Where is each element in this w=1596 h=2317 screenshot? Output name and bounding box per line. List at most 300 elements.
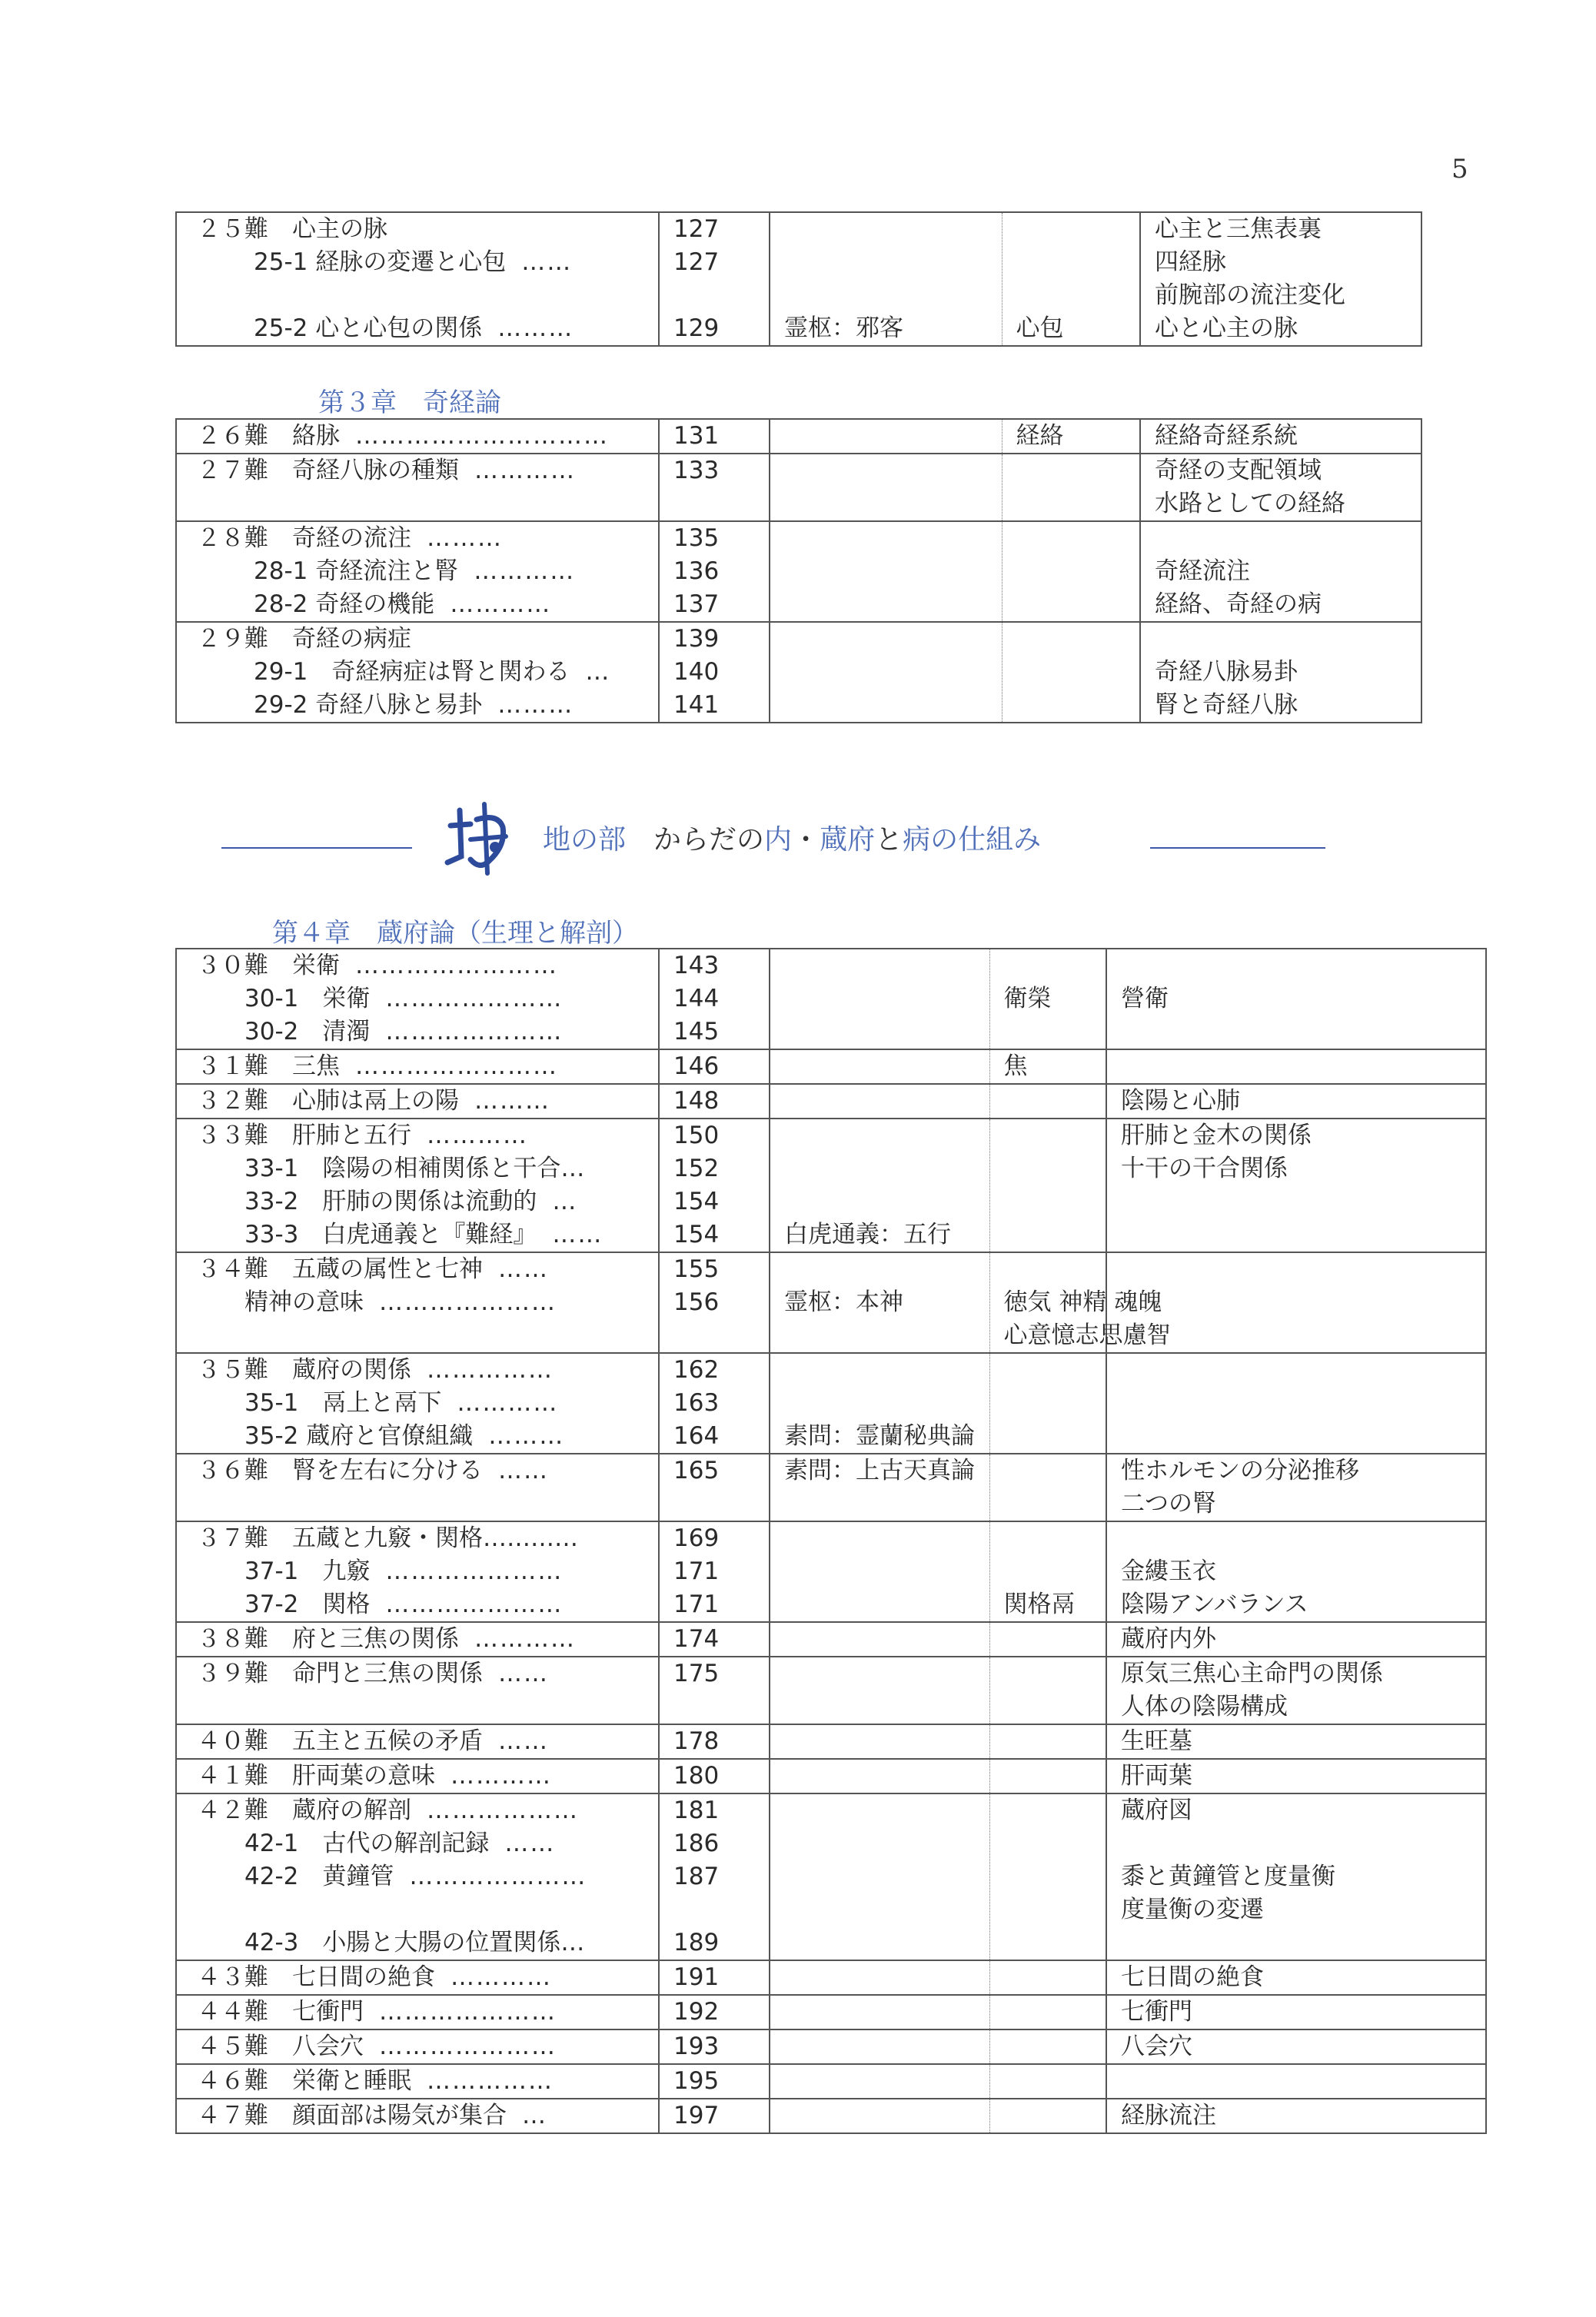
source-text bbox=[770, 1555, 989, 1588]
keyword-text bbox=[990, 1996, 1106, 2029]
entry-title-cell bbox=[176, 1119, 659, 1252]
topic-text: 陰陽と心肺 bbox=[1121, 1087, 1240, 1115]
entry-page-number: 144 bbox=[673, 985, 720, 1012]
entry-page-cell bbox=[659, 1521, 770, 1622]
entry-title-cell bbox=[176, 1049, 659, 1084]
entry-title-text: ３９難 命門と三焦の関係 bbox=[197, 1660, 483, 1687]
source-text bbox=[770, 689, 1002, 722]
entry-title bbox=[177, 279, 658, 312]
topic-cell bbox=[1106, 2064, 1486, 2099]
source-text bbox=[770, 1860, 989, 1893]
topic-text: 奇経の支配領域 bbox=[1155, 457, 1322, 484]
entry-title-text: ３１難 三焦 bbox=[197, 1052, 340, 1080]
leader-dots: ………… bbox=[474, 1625, 576, 1653]
entry-page-number: 152 bbox=[673, 1155, 720, 1182]
keyword-text: 心意憶志思慮智 bbox=[1003, 1321, 1171, 1349]
toc-table-chapter3 bbox=[175, 418, 1422, 723]
keyword-text: 衛榮 bbox=[1003, 985, 1052, 1012]
banner-text-f: 病の仕組み bbox=[903, 824, 1042, 856]
toc-row bbox=[176, 1353, 1486, 1454]
keyword-text bbox=[990, 1454, 1106, 1488]
banner-text-e: と bbox=[875, 824, 903, 856]
entry-title-text: ２７難 奇経八脉の種類 bbox=[197, 457, 459, 484]
entry-title bbox=[177, 1623, 658, 1656]
topic-cell bbox=[1140, 212, 1421, 346]
entry-page-number: 133 bbox=[673, 457, 720, 484]
keyword-text bbox=[990, 1016, 1106, 1049]
topic-text bbox=[1107, 1253, 1485, 1286]
entry-page-number: 197 bbox=[673, 2102, 720, 2129]
keyword-text bbox=[1002, 279, 1140, 312]
banner-text-b: 内 bbox=[764, 824, 793, 856]
entry-title bbox=[177, 1961, 658, 1994]
leader-dots: ……… bbox=[474, 1087, 550, 1115]
entry-title bbox=[177, 623, 658, 656]
entry-title-text: ３７難 五蔵と九竅・関格………… bbox=[197, 1524, 578, 1552]
entry-page-cell bbox=[659, 2029, 770, 2064]
entry-page-cell bbox=[659, 419, 770, 454]
topic-cell bbox=[1140, 454, 1421, 521]
keyword-cell bbox=[989, 1622, 1106, 1657]
source-cell bbox=[770, 1252, 989, 1353]
entry-title bbox=[177, 1319, 658, 1352]
source-text bbox=[770, 1996, 989, 2029]
source-cell bbox=[770, 1049, 989, 1084]
source-cell bbox=[770, 1454, 989, 1521]
source-text bbox=[770, 454, 1002, 487]
leader-dots: ……………… bbox=[427, 1797, 579, 1824]
leader-dots: ………………… bbox=[379, 1288, 557, 1316]
entry-page-number bbox=[660, 279, 769, 312]
entry-title-text: ３２難 心肺は鬲上の陽 bbox=[197, 1087, 459, 1115]
topic-cell bbox=[1106, 1995, 1486, 2029]
leader-dots: ………………… bbox=[409, 1863, 587, 1890]
keyword-text bbox=[990, 1119, 1106, 1152]
entry-page-number: 136 bbox=[673, 557, 720, 585]
entry-title-text: ３０難 栄衛 bbox=[197, 952, 340, 979]
keyword-cell bbox=[989, 1759, 1106, 1793]
entry-title-text: 33-2 肝肺の関係は流動的 bbox=[244, 1188, 537, 1215]
topic-text: 八会穴 bbox=[1121, 2033, 1192, 2060]
toc-row bbox=[176, 454, 1421, 521]
entry-page-number bbox=[660, 1319, 769, 1352]
source-text: 白虎通義：五行 bbox=[784, 1221, 951, 1248]
keyword-text bbox=[990, 1354, 1106, 1387]
source-text bbox=[770, 1961, 989, 1994]
source-cell bbox=[770, 1521, 989, 1622]
source-cell bbox=[770, 1657, 989, 1724]
source-cell bbox=[770, 419, 1002, 454]
entry-page-number: 140 bbox=[673, 658, 720, 686]
chi-calligraphy-icon bbox=[440, 796, 514, 881]
entry-title bbox=[177, 1860, 658, 1893]
entry-title bbox=[177, 1085, 658, 1118]
entry-title bbox=[177, 1119, 658, 1152]
topic-text bbox=[1107, 1354, 1485, 1387]
entry-title-text: ２９難 奇経の病症 bbox=[197, 625, 411, 653]
leader-dots: …………………… bbox=[355, 952, 558, 979]
leader-dots: ………………… bbox=[385, 985, 564, 1012]
banner-rule-right bbox=[1150, 847, 1325, 849]
topic-text bbox=[1107, 2065, 1485, 2098]
entry-title-text: 42-2 黄鐘管 bbox=[244, 1863, 394, 1890]
entry-title bbox=[177, 1760, 658, 1793]
keyword-cell bbox=[989, 1793, 1106, 1960]
entry-title-cell bbox=[176, 1252, 659, 1353]
entry-title-cell bbox=[176, 1759, 659, 1793]
entry-title bbox=[177, 1454, 658, 1488]
entry-title bbox=[177, 2065, 658, 2098]
leader-dots: ………… bbox=[474, 557, 576, 585]
topic-cell bbox=[1106, 1521, 1486, 1622]
source-text bbox=[770, 1119, 989, 1152]
source-cell bbox=[770, 1724, 989, 1759]
source-text bbox=[770, 1794, 989, 1827]
topic-cell bbox=[1106, 949, 1486, 1049]
topic-text: 原気三焦心主命門の関係 bbox=[1121, 1660, 1383, 1687]
entry-title-text: 30-2 清濁 bbox=[244, 1018, 371, 1045]
toc-row bbox=[176, 949, 1486, 1049]
topic-text: 四経脉 bbox=[1155, 248, 1226, 276]
source-cell bbox=[770, 1995, 989, 2029]
topic-text bbox=[1107, 949, 1485, 982]
page-number: 5 bbox=[1451, 154, 1468, 184]
toc-row bbox=[176, 1793, 1486, 1960]
entry-title-cell bbox=[176, 454, 659, 521]
source-text bbox=[770, 1725, 989, 1758]
source-cell bbox=[770, 521, 1002, 622]
source-cell bbox=[770, 622, 1002, 723]
keyword-text bbox=[990, 1760, 1106, 1793]
entry-title bbox=[177, 2099, 658, 2133]
keyword-text bbox=[990, 1185, 1106, 1218]
topic-text: 水路としての経絡 bbox=[1155, 490, 1345, 517]
keyword-text bbox=[1002, 623, 1140, 656]
entry-title-cell bbox=[176, 2099, 659, 2133]
entry-title-text: 28-2 奇経の機能 bbox=[254, 590, 435, 618]
entry-title-cell bbox=[176, 1724, 659, 1759]
entry-title-cell bbox=[176, 1657, 659, 1724]
entry-title bbox=[177, 1725, 658, 1758]
entry-title bbox=[177, 689, 658, 722]
entry-title bbox=[177, 1690, 658, 1724]
entry-page-number: 135 bbox=[673, 524, 720, 552]
leader-dots: ………………… bbox=[385, 1591, 564, 1618]
entry-title bbox=[177, 1387, 658, 1420]
entry-title-text: ３３難 肝肺と五行 bbox=[197, 1122, 411, 1149]
entry-page-number: 148 bbox=[673, 1087, 720, 1115]
source-cell bbox=[770, 2064, 989, 2099]
entry-title bbox=[177, 1893, 658, 1926]
toc-row bbox=[176, 1119, 1486, 1252]
toc-row bbox=[176, 521, 1421, 622]
entry-page-number: 143 bbox=[673, 952, 720, 979]
source-text bbox=[770, 1588, 989, 1621]
topic-text bbox=[1107, 1016, 1485, 1049]
entry-page-number: 186 bbox=[673, 1830, 720, 1857]
entry-title-cell bbox=[176, 622, 659, 723]
entry-title bbox=[177, 522, 658, 555]
source-text bbox=[770, 246, 1002, 279]
topic-cell bbox=[1106, 1353, 1486, 1454]
entry-page-number: 155 bbox=[673, 1255, 720, 1283]
keyword-cell bbox=[1002, 521, 1140, 622]
entry-page-number: 187 bbox=[673, 1863, 720, 1890]
entry-title-text: 37-1 九竅 bbox=[244, 1557, 371, 1585]
keyword-text bbox=[1002, 522, 1140, 555]
leader-dots: …… bbox=[498, 1255, 549, 1283]
entry-page-cell bbox=[659, 454, 770, 521]
entry-page-number: 129 bbox=[673, 314, 720, 342]
topic-text: 營衛 bbox=[1121, 985, 1169, 1012]
keyword-text bbox=[990, 1961, 1106, 1994]
source-text bbox=[770, 982, 989, 1016]
entry-title bbox=[177, 1420, 658, 1453]
source-cell bbox=[770, 1960, 989, 1995]
entry-page-cell bbox=[659, 1084, 770, 1119]
topic-text bbox=[1141, 522, 1421, 555]
toc-row bbox=[176, 2064, 1486, 2099]
source-text bbox=[770, 1387, 989, 1420]
entry-page-cell bbox=[659, 1960, 770, 1995]
entry-page-cell bbox=[659, 1622, 770, 1657]
source-text bbox=[770, 1488, 989, 1521]
topic-text: 蔵府内外 bbox=[1121, 1625, 1216, 1653]
keyword-text bbox=[1002, 588, 1140, 621]
source-text bbox=[770, 2099, 989, 2133]
entry-page-cell bbox=[659, 1724, 770, 1759]
toc-row bbox=[176, 1049, 1486, 1084]
toc-row bbox=[176, 622, 1421, 723]
toc-row bbox=[176, 2029, 1486, 2064]
topic-cell bbox=[1106, 1793, 1486, 1960]
keyword-text bbox=[990, 1152, 1106, 1185]
keyword-text bbox=[990, 1488, 1106, 1521]
keyword-cell bbox=[989, 1119, 1106, 1252]
topic-cell bbox=[1140, 419, 1421, 454]
entry-page-number: 169 bbox=[673, 1524, 720, 1552]
entry-title bbox=[177, 246, 658, 279]
entry-title bbox=[177, 454, 658, 487]
entry-page-number: 150 bbox=[673, 1122, 720, 1149]
source-text bbox=[770, 555, 1002, 588]
entry-page-cell bbox=[659, 1995, 770, 2029]
keyword-text bbox=[990, 1387, 1106, 1420]
toc-row bbox=[176, 419, 1421, 454]
entry-title-text: 33-3 白虎通義と『難経』 bbox=[244, 1221, 537, 1248]
source-cell bbox=[770, 212, 1002, 346]
entry-title bbox=[177, 1185, 658, 1218]
entry-page-number bbox=[660, 1893, 769, 1926]
topic-cell bbox=[1106, 1724, 1486, 1759]
entry-title-cell bbox=[176, 1995, 659, 2029]
entry-title-text: 37-2 関格 bbox=[244, 1591, 371, 1618]
keyword-text: 焦 bbox=[1003, 1052, 1028, 1080]
entry-title bbox=[177, 1996, 658, 2029]
topic-cell bbox=[1106, 1960, 1486, 1995]
section-banner bbox=[0, 792, 1596, 884]
keyword-text bbox=[990, 1522, 1106, 1555]
entry-title-text: 33-1 陰陽の相補関係と干合… bbox=[244, 1155, 585, 1182]
entry-title bbox=[177, 982, 658, 1016]
entry-title bbox=[177, 1588, 658, 1621]
topic-cell bbox=[1106, 1657, 1486, 1724]
banner-rule-left bbox=[221, 847, 412, 849]
entry-title-text: ３６難 腎を左右に分ける bbox=[197, 1457, 483, 1484]
entry-title-text: 42-3 小腸と大腸の位置関係… bbox=[244, 1929, 585, 1956]
entry-page-number: 171 bbox=[673, 1591, 720, 1618]
keyword-cell bbox=[989, 1252, 1171, 1353]
keyword-text bbox=[990, 1085, 1106, 1118]
entry-title bbox=[177, 1522, 658, 1555]
keyword-text: 心包 bbox=[1016, 314, 1064, 342]
entry-page-number: 162 bbox=[673, 1356, 720, 1384]
entry-title-cell bbox=[176, 212, 659, 346]
banner-text-d: 蔵府 bbox=[820, 824, 876, 856]
keyword-cell bbox=[1002, 622, 1140, 723]
topic-text: 度量衡の変遷 bbox=[1121, 1896, 1264, 1923]
leader-dots: ………… bbox=[474, 457, 576, 484]
source-text bbox=[770, 588, 1002, 621]
entry-title-text: ４４難 七衝門 bbox=[197, 1998, 364, 2026]
keyword-cell bbox=[989, 1657, 1106, 1724]
topic-text: 奇経八脉易卦 bbox=[1155, 658, 1298, 686]
source-text bbox=[770, 1319, 989, 1352]
leader-dots: ……… bbox=[497, 691, 574, 719]
source-cell bbox=[770, 1084, 989, 1119]
toc-row bbox=[176, 2099, 1486, 2133]
topic-cell bbox=[1140, 521, 1421, 622]
source-cell bbox=[770, 2099, 989, 2133]
keyword-cell bbox=[989, 1084, 1106, 1119]
source-text: 霊枢：本神 bbox=[784, 1288, 903, 1316]
entry-title-cell bbox=[176, 521, 659, 622]
keyword-cell bbox=[989, 1724, 1106, 1759]
keyword-text bbox=[990, 2065, 1106, 2098]
keyword-text bbox=[1002, 454, 1140, 487]
source-cell bbox=[770, 1622, 989, 1657]
entry-title-text: 29-1 奇経病症は腎と関わる bbox=[254, 658, 570, 686]
source-text bbox=[770, 420, 1002, 453]
keyword-cell bbox=[989, 1049, 1106, 1084]
source-cell bbox=[770, 2029, 989, 2064]
topic-text bbox=[1107, 1387, 1485, 1420]
entry-title-text: 29-2 奇経八脉と易卦 bbox=[254, 691, 483, 719]
entry-title bbox=[177, 555, 658, 588]
toc-row bbox=[176, 1084, 1486, 1119]
entry-page-cell bbox=[659, 521, 770, 622]
keyword-cell bbox=[989, 1995, 1106, 2029]
source-text: 素問：上古天真論 bbox=[784, 1457, 975, 1484]
entry-title-cell bbox=[176, 1521, 659, 1622]
topic-text: 肝両葉 bbox=[1121, 1762, 1192, 1790]
topic-text: 性ホルモンの分泌推移 bbox=[1121, 1457, 1359, 1484]
entry-page-number bbox=[660, 1488, 769, 1521]
entry-title-cell bbox=[176, 2064, 659, 2099]
leader-dots: …… bbox=[521, 248, 573, 276]
keyword-text bbox=[990, 2099, 1106, 2133]
keyword-cell bbox=[989, 1521, 1106, 1622]
entry-title bbox=[177, 1218, 658, 1252]
banner-label bbox=[543, 818, 1041, 857]
entry-title-text: 35-1 鬲上と鬲下 bbox=[244, 1389, 442, 1417]
source-text bbox=[770, 1623, 989, 1656]
source-text bbox=[770, 487, 1002, 520]
entry-title bbox=[177, 1016, 658, 1049]
topic-cell bbox=[1106, 1049, 1486, 1084]
entry-title-cell bbox=[176, 1084, 659, 1119]
topic-text bbox=[1141, 623, 1421, 656]
entry-page-number: 181 bbox=[673, 1797, 720, 1824]
entry-page-cell bbox=[659, 1252, 770, 1353]
chapter3-title: 第３章 奇経論 bbox=[318, 387, 501, 418]
entry-title bbox=[177, 1253, 658, 1286]
entry-title-cell bbox=[176, 1960, 659, 1995]
source-text bbox=[770, 1690, 989, 1724]
entry-title bbox=[177, 1657, 658, 1690]
entry-title bbox=[177, 1286, 658, 1319]
topic-text bbox=[1107, 1827, 1485, 1860]
entry-page-number: 137 bbox=[673, 590, 720, 618]
leader-dots: ……… bbox=[427, 524, 503, 552]
topic-text: 腎と奇経八脉 bbox=[1155, 691, 1298, 719]
keyword-text: 徳気 神精 魂魄 bbox=[1003, 1288, 1162, 1316]
keyword-cell bbox=[989, 2099, 1106, 2133]
entry-title-cell bbox=[176, 2029, 659, 2064]
leader-dots: …… bbox=[504, 1830, 556, 1857]
keyword-text bbox=[990, 1253, 1106, 1286]
leader-dots: ………………… bbox=[385, 1557, 564, 1585]
leader-dots: … bbox=[552, 1188, 578, 1215]
entry-title bbox=[177, 213, 658, 246]
keyword-text bbox=[990, 1690, 1106, 1724]
toc-row bbox=[176, 1622, 1486, 1657]
entry-title bbox=[177, 1354, 658, 1387]
entry-title bbox=[177, 588, 658, 621]
entry-title bbox=[177, 1152, 658, 1185]
entry-title bbox=[177, 1488, 658, 1521]
topic-text: 七衝門 bbox=[1121, 1998, 1192, 2026]
entry-page-number: 189 bbox=[673, 1929, 720, 1956]
topic-text: 肝肺と金木の関係 bbox=[1121, 1122, 1312, 1149]
toc-row bbox=[176, 1657, 1486, 1724]
entry-title-text: 42-1 古代の解剖記録 bbox=[244, 1830, 490, 1857]
topic-text: 心主と三焦表裏 bbox=[1155, 215, 1322, 243]
entry-page-cell bbox=[659, 1657, 770, 1724]
leader-dots: ………… bbox=[450, 590, 552, 618]
leader-dots: ………………… bbox=[379, 1998, 557, 2026]
keyword-text bbox=[1002, 487, 1140, 520]
leader-dots: …………………… bbox=[355, 1052, 558, 1080]
keyword-text: 経絡 bbox=[1016, 422, 1064, 450]
source-text bbox=[770, 2030, 989, 2063]
topic-cell bbox=[1106, 1119, 1486, 1252]
entry-title-text: ３８難 府と三焦の関係 bbox=[197, 1625, 459, 1653]
keyword-cell bbox=[989, 2029, 1106, 2064]
keyword-text bbox=[990, 1657, 1106, 1690]
topic-text: 十干の干合関係 bbox=[1121, 1155, 1288, 1182]
entry-title-cell bbox=[176, 949, 659, 1049]
keyword-text bbox=[990, 1420, 1106, 1453]
toc-table-chapter4 bbox=[175, 948, 1487, 2134]
entry-title-text: 25-1 経脉の変遷と心包 bbox=[254, 248, 507, 276]
keyword-cell bbox=[1002, 212, 1140, 346]
topic-text: 七日間の絶食 bbox=[1121, 1963, 1264, 1991]
entry-title-text: ４６難 栄衛と睡眠 bbox=[197, 2067, 411, 2095]
leader-dots: …… bbox=[498, 1457, 549, 1484]
keyword-text bbox=[990, 2030, 1106, 2063]
source-cell bbox=[770, 949, 989, 1049]
